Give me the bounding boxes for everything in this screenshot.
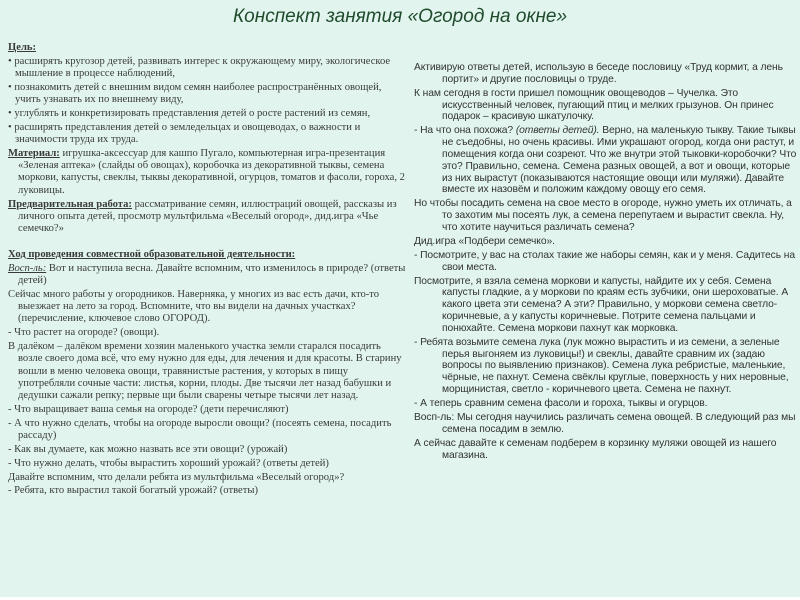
- right-paragraph: - А теперь сравним семена фасоли и гороха, тыквы и огурцов.: [414, 398, 708, 410]
- right-paragraph: - Посмотрите, у вас на столах такие же наборы семян, как и у меня. Садитесь на свои места.: [414, 249, 795, 273]
- left-column: [8, 42, 406, 499]
- page-title: Конспект занятия «Огород на окне»: [232, 6, 568, 27]
- text: - На что она похожа?: [414, 125, 516, 137]
- prep-label: Предварительная работа:: [8, 198, 132, 210]
- left-paragraph: В далёком – далёком времени хозяин маленького участка земли старался посадить возле своего дома всё, что ему нужно для еды, для лечения и для красоты. В старину вошли в меню человека овощи, травянистые растения, у которых в пищу употребляли сочные части: листья, корни, плоды. Две тысячи лет назад бабушки и дедушки сажали репку; первые щи были сварены четыре тысячи лет назад.: [8, 341, 402, 402]
- right-column: [414, 62, 798, 464]
- goal-heading: [8, 42, 406, 54]
- material-text: игрушка-аксессуар для кашпо Пугало, компьютерная игра-презентация «Зеленая аптека» (слайды об овощах), коробочка из декоративной тыквы, семена моркови, капусты, свеклы, тыквы декоративной, огурцов, томатов и фасоли, гороха, 2 луковицы.: [18, 147, 405, 196]
- right-paragraph: Посмотрите, я взяла семена моркови и капусты, найдите их у себя. Семена капусты гладкие, а у моркови по краям есть зубчики, они шероховатые. А какого цвета эти семена? А эти? Правильно, у моркови семена светло-коричневые, а у капусты коричневые. Потрите семена пальцами и понюхайте. Семена моркови пахнут как морковка.: [414, 275, 789, 334]
- left-paragraph: Давайте вспомним, что делали ребята из мультфильма «Веселый огород»?: [8, 471, 345, 483]
- italic-note: (ответы детей).: [515, 125, 600, 137]
- teacher-label: Восп-ль:: [8, 262, 47, 274]
- right-paragraph: К нам сегодня в гости пришел помощник овощеводов – Чучелка. Это искусственный человек, пугающий птиц и мелких грызунов. Он принес подарок – красивую шкатулочку.: [414, 87, 774, 123]
- teacher-text: Вот и наступила весна. Давайте вспомним, что изменилось в природе? (ответы детей): [18, 262, 406, 287]
- text: Верно, на маленькую тыкву. Такие тыквы не съедобны, но очень красивы. Ими украшают огород, когда они растут, и помещения когда они созреют. Что же внутри этой тыковки-коробочки? Что это? Правильно, семена. Семена разных овощей, а вот и овощи, которые из них вырастут (показываются настоящие овощи или муляжи). Давайте вместе их назовём и положим каждому овощу его семя.: [442, 125, 797, 196]
- prep-paragraph: [8, 199, 406, 236]
- prep-text: рассматривание семян, иллюстраций овощей, рассказы из личного опыта детей, просмотр мультфильма «Веселый огород», дид.игра «Чье семечко?»: [18, 198, 397, 235]
- left-paragraph: - Ребята, кто вырастил такой богатый урожай? (ответы): [8, 485, 258, 497]
- right-paragraph: Дид.игра «Подбери семечко».: [414, 235, 555, 247]
- right-paragraph: - Ребята возьмите семена лука (лук можно вырастить и из семени, а зеленые перья выгоняем из луковицы!) и свеклы, давайте сравним их (задаю вопросы по выявлению признаков). Семена лука ребристые, маленькие, чёрные, не пахнут. Семена свёклы круглые, поверхность у них неровные, морщинистая, светло - коричневого цвета. Семена не пахнут.: [414, 336, 789, 396]
- left-paragraph: - Что нужно делать, чтобы вырастить хороший урожай? (ответы детей): [8, 457, 329, 469]
- goal-label: Цель:: [8, 42, 37, 53]
- left-paragraph: - Как вы думаете, как можно назвать все эти овощи? (урожай): [8, 443, 288, 455]
- left-paragraph: - А что нужно сделать, чтобы на огороде выросли овощи? (посеять семена, посадить рассаду): [8, 417, 392, 442]
- spacer: [8, 237, 406, 249]
- teacher-paragraph: [8, 263, 406, 288]
- right-paragraph: Восп-ль: Мы сегодня научились различать семена овощей. В следующий раз мы семена посадим в землю.: [414, 412, 796, 435]
- goal-item: • углублять и конкретизировать представления детей о росте растений из семян,: [8, 107, 371, 119]
- right-paragraph: А сейчас давайте к семенам подберем в корзинку муляжи овощей из нашего магазина.: [414, 437, 777, 461]
- course-label: Ход проведения совместной образовательной деятельности:: [8, 248, 296, 260]
- left-paragraph: - Что растет на огороде? (овощи).: [8, 327, 160, 339]
- right-paragraph: Активирую ответы детей, использую в беседе пословицу «Труд кормит, а лень портит» и другие пословицы о труде.: [414, 62, 783, 85]
- goal-item: • расширять представления детей о земледельцах и овощеводах, о важности и значимости труда их труда.: [8, 121, 361, 146]
- course-heading: [8, 249, 406, 261]
- right-paragraph: Но чтобы посадить семена на свое место в огороде, нужно уметь их отличать, а то захотим мы посеять лук, а семена перепутаем и вырастит свекла. Ну, что хотите научиться различать семена?: [414, 198, 792, 233]
- left-paragraph: - Что выращивает ваша семья на огороде? (дети перечисляют): [8, 404, 289, 416]
- material-paragraph: [8, 148, 406, 197]
- goal-item: • расширять кругозор детей, развивать интерес к окружающему миру, экологическое мышление в процессе наблюдений,: [8, 55, 391, 80]
- goal-item: • познакомить детей с внешним видом семян наиболее распространённых овощей, учить узнавать их по внешнему виду,: [8, 81, 382, 106]
- right-paragraph: [414, 125, 798, 196]
- left-paragraph: Сейчас много работы у огородников. Наверняка, у многих из вас есть дачи, кто-то выезжает на лето за город. Вспомните, что вы видели на дачных участках? (перечисление, ключевое слово ОГОРОД).: [8, 288, 380, 325]
- material-label: Материал:: [8, 147, 60, 159]
